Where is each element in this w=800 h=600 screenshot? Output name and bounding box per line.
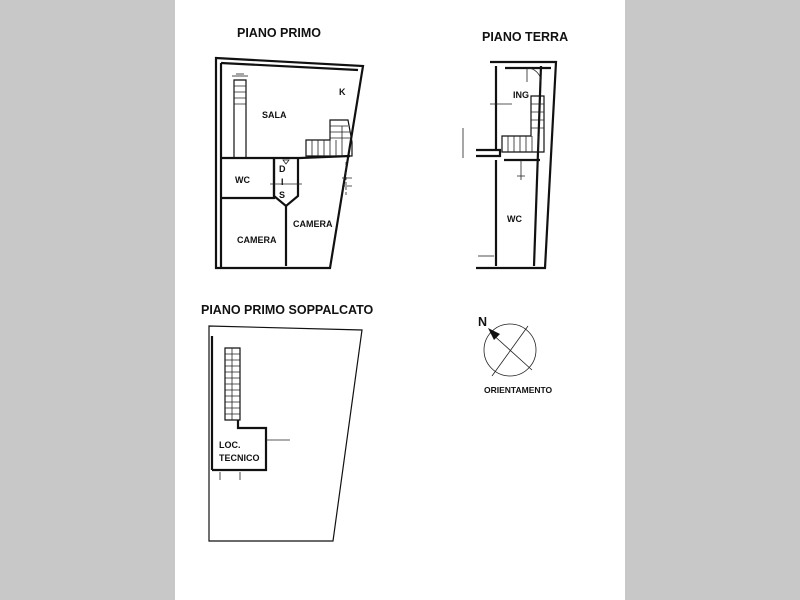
room-loc-tecnico-line2: TECNICO [219, 453, 260, 463]
mezzanine-title: PIANO PRIMO SOPPALCATO [201, 303, 374, 317]
first-floor-title: PIANO PRIMO [237, 26, 322, 40]
dis-letter-d: D [279, 164, 286, 174]
ground-floor-plan [463, 30, 568, 268]
compass-icon [484, 324, 536, 376]
mezzanine-plan [201, 303, 374, 541]
orientation-caption: ORIENTAMENTO [484, 385, 553, 395]
dis-letter-i: I [281, 177, 284, 187]
room-camera-left: CAMERA [237, 235, 277, 245]
dis-letter-s: S [279, 190, 286, 200]
room-wc-first: WC [235, 175, 250, 185]
room-sala: SALA [262, 110, 287, 120]
room-kitchen: K [339, 87, 346, 97]
room-wc-ground: WC [507, 214, 522, 224]
room-ingresso: ING [513, 90, 530, 100]
mezzanine-stair [225, 348, 240, 420]
first-floor-plan [216, 26, 363, 268]
orientation-compass [478, 315, 553, 395]
first-floor-stair-kitchen [306, 120, 352, 156]
ground-floor-title: PIANO TERRA [482, 30, 569, 44]
room-camera-right: CAMERA [293, 219, 333, 229]
room-loc-tecnico-line1: LOC. [219, 440, 241, 450]
north-label: N [478, 315, 488, 329]
